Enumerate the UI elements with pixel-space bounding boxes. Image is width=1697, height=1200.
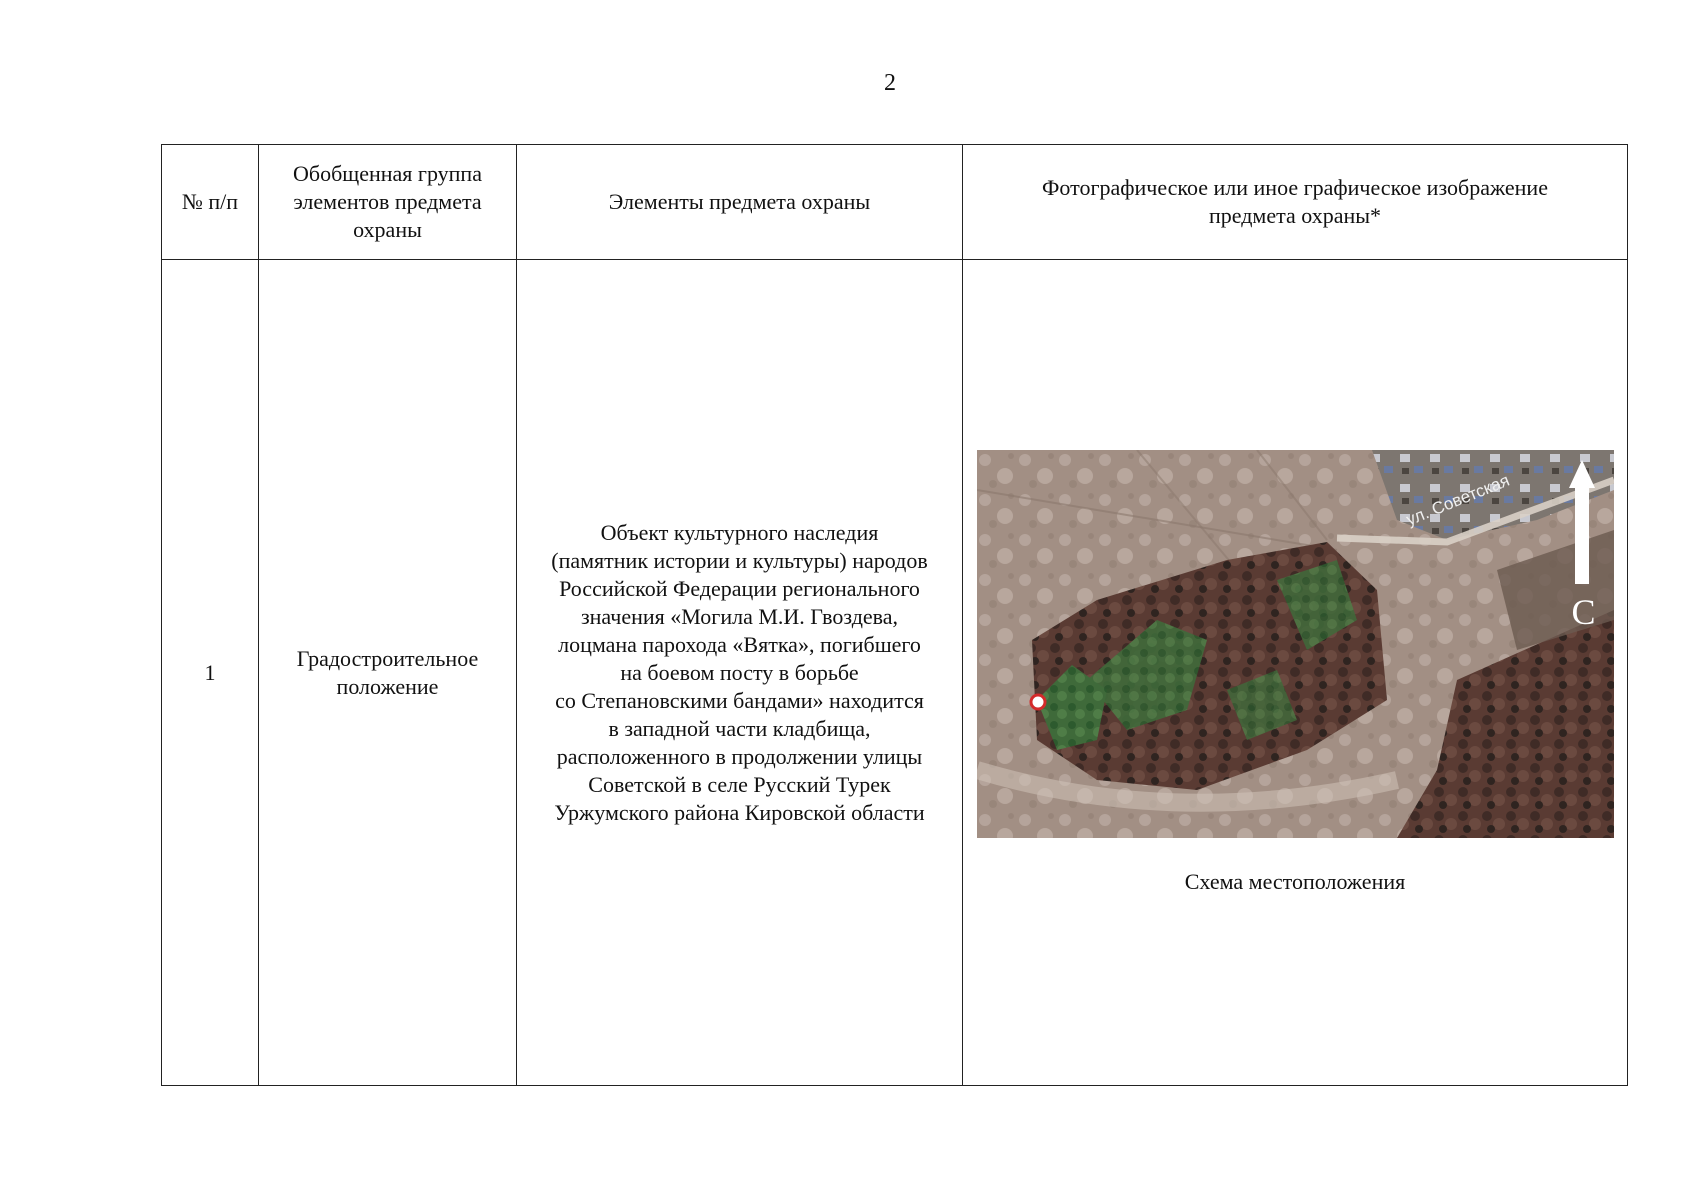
page-number: 2 xyxy=(884,70,896,96)
map-caption: Схема местоположения xyxy=(1184,868,1406,894)
elements-line: Советской в селе Русский Турек xyxy=(588,771,891,797)
header-num: № п/п xyxy=(162,145,259,260)
row-image-cell xyxy=(963,260,1628,1086)
elements-line: со Степановскими бандами» находится xyxy=(555,687,924,713)
elements-line: Российской Федерации регионального xyxy=(559,575,920,601)
elements-line: на боевом посту в борьбе xyxy=(620,659,859,685)
elements-line: Уржумского района Кировской области xyxy=(554,799,925,825)
elements-line: Объект культурного наследия xyxy=(600,519,879,545)
satellite-image xyxy=(977,450,1614,838)
elements-line: лоцмана парохода «Вятка», погибшего xyxy=(558,631,921,657)
header-elements: Элементы предмета охраны xyxy=(517,145,963,260)
location-marker xyxy=(1031,695,1045,709)
header-group: Обобщенная группа элементов предмета охраны xyxy=(259,145,517,260)
row-elements xyxy=(517,260,963,1086)
header-image: Фотографическое или иное графическое изображение предмета охраны* xyxy=(963,145,1628,260)
row-num: 1 xyxy=(162,260,259,1086)
table-header-row xyxy=(162,145,1628,260)
north-label: С xyxy=(1571,591,1596,632)
location-map xyxy=(977,450,1614,838)
elements-line: расположенного в продолжении улицы xyxy=(556,743,923,769)
row-group: Градостроительное положение xyxy=(259,260,517,1086)
elements-line: (памятник истории и культуры) народов xyxy=(551,547,928,573)
protection-table xyxy=(161,144,1628,1086)
street-label: ул. Советская xyxy=(1402,470,1512,529)
elements-line: значения «Могила М.И. Гвоздева, xyxy=(580,603,899,629)
table-row xyxy=(162,260,1628,1086)
elements-line: в западной части кладбища, xyxy=(608,715,871,741)
